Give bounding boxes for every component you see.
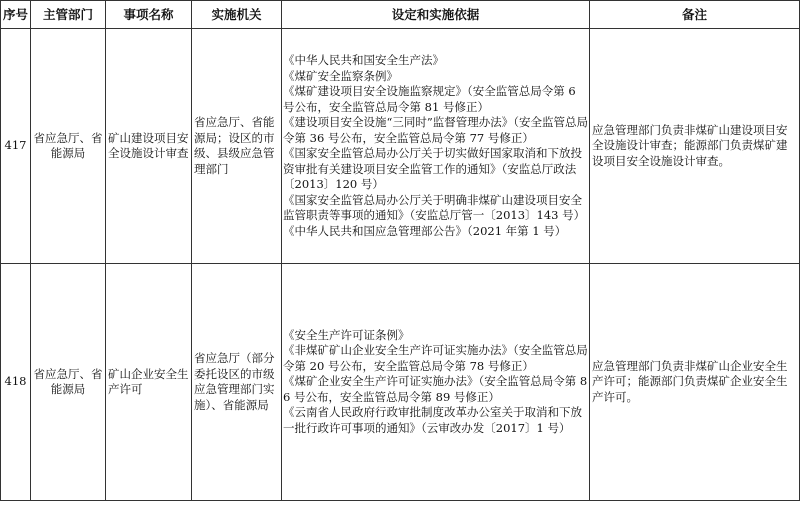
table-row (1, 29, 800, 264)
row-basis (282, 264, 590, 501)
row-dept: 省应急厅、省能源局 (31, 29, 106, 264)
basis-item: 《煤矿建设项目安全设施监察规定》（安全监管总局令第 6 号公布，安全监管总局令第 81 号修正） (283, 84, 576, 114)
basis-item: 《非煤矿矿山企业安全生产许可证实施办法》（安全监管总局令第 20 号公布，安全监管总局令第 78 号修正） (283, 343, 588, 373)
table-row (1, 264, 800, 501)
header-basis: 设定和实施依据 (282, 1, 590, 29)
basis-item: 《国家安全监管总局办公厅关于明确非煤矿山建设项目安全监管职责等事项的通知》（安监总厅管一〔2013〕143 号） (283, 192, 586, 222)
row-no: 418 (1, 264, 31, 501)
basis-item: 《国家安全监管总局办公厅关于切实做好国家取消和下放投资审批有关建设项目安全监管工作的通知》（安监总厅政法〔2013〕120 号） (283, 146, 582, 191)
header-item: 事项名称 (106, 1, 192, 29)
row-agency: 省应急厅、省能源局；设区的市级、县级应急管理部门 (192, 29, 282, 264)
header-row (1, 1, 800, 29)
row-dept: 省应急厅、省能源局 (31, 264, 106, 501)
basis-item: 《煤矿企业安全生产许可证实施办法》（安全监管总局令第 86 号公布，安全监管总局令第 89 号修正） (283, 374, 588, 404)
row-remarks: 应急管理部门负责非煤矿山建设项目安全设施设计审查；能源部门负责煤矿建设项目安全设施设计审查。 (590, 29, 800, 264)
basis-item: 《云南省人民政府行政审批制度改革办公室关于取消和下放一批行政许可事项的通知》（云审改办发〔2017〕1 号） (283, 405, 582, 435)
row-basis (282, 29, 590, 264)
row-agency: 省应急厅（部分委托设区的市级应急管理部门实施）、省能源局 (192, 264, 282, 501)
header-remarks: 备注 (590, 1, 800, 29)
basis-item: 《中华人民共和国安全生产法》 (283, 53, 444, 67)
row-item: 矿山建设项目安全设施设计审查 (106, 29, 192, 264)
row-item: 矿山企业安全生产许可 (106, 264, 192, 501)
row-remarks: 应急管理部门负责非煤矿山企业安全生产许可；能源部门负责煤矿企业安全生产许可。 (590, 264, 800, 501)
row-no: 417 (1, 29, 31, 264)
header-dept: 主管部门 (31, 1, 106, 29)
basis-item: 《中华人民共和国应急管理部公告》（2021 年第 1 号） (283, 223, 567, 238)
basis-item: 《煤矿安全监察条例》 (283, 68, 398, 83)
basis-item: 《安全生产许可证条例》 (283, 327, 410, 342)
header-no: 序号 (1, 1, 31, 29)
header-agency: 实施机关 (192, 1, 282, 29)
basis-item: 《建设项目安全设施“三同时”监督管理办法》（安全监管总局令第 36 号公布，安全监管总局令第 77 号修正） (283, 115, 589, 145)
